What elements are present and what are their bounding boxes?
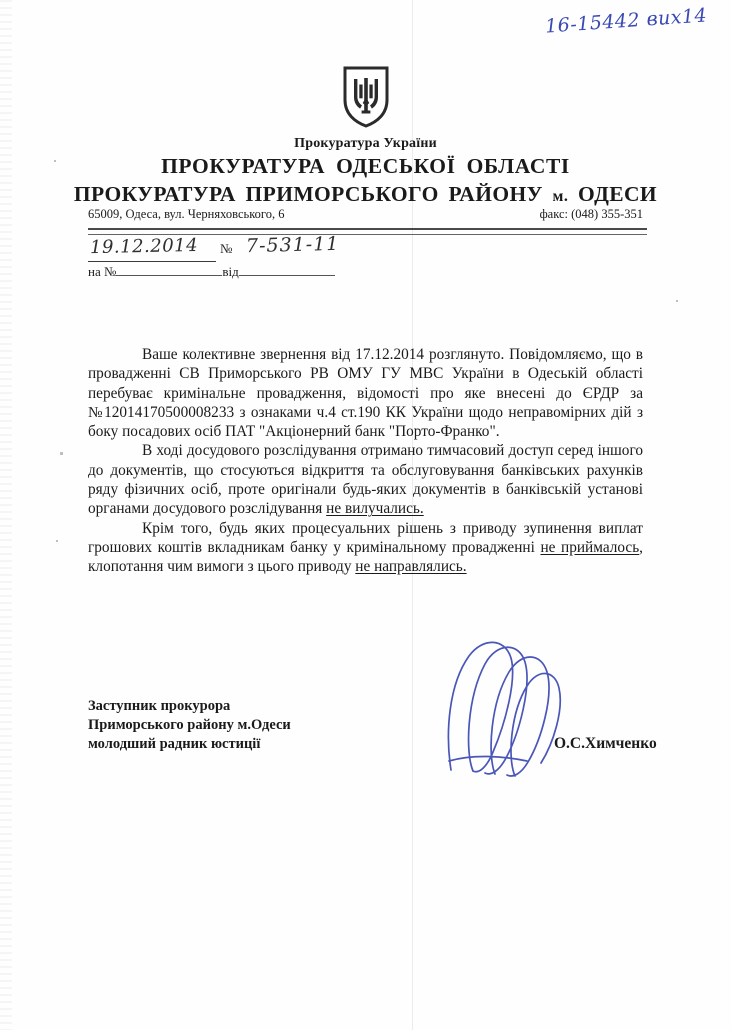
org-name-region: ПРОКУРАТУРА ОДЕСЬКОЇ ОБЛАСТІ: [161, 154, 570, 178]
signatory-title-line-2: Приморського району м.Одеси: [88, 717, 291, 733]
signatory-name: О.С.Химченко: [554, 735, 657, 752]
scan-speck: [56, 540, 58, 542]
org-district-city: ОДЕСИ: [578, 182, 658, 206]
date-underline-rule: [88, 261, 216, 262]
scan-speck: [60, 452, 63, 455]
paragraph-2-emphasis: не вилучались.: [326, 500, 424, 518]
letter-body: [88, 345, 643, 577]
header-divider-rule: [88, 228, 647, 235]
signatory-title-line-3: молодший радник юстиції: [88, 736, 261, 752]
paragraph-3-text-2: , клопотання чим вимоги з цього приводу: [88, 538, 643, 576]
body-paragraph-1: [88, 345, 643, 441]
paragraph-2-text: В ході досудового розслідування отримано тимчасовий доступ серед іншого до документів, що стосуються відкриття та обслуговування банківських рахунків ряду фізичних осіб, проте оригінали будь-яких документів в банківській установі органами досудового розслідування: [88, 442, 643, 518]
office-fax: факс: (048) 355-351: [539, 207, 643, 221]
office-address: 65009, Одеса, вул. Черняховського, 6: [88, 207, 285, 221]
from-label: від: [222, 264, 239, 279]
handwritten-signature: [443, 628, 623, 778]
handwritten-registration-note: 16-15442 вих14: [544, 4, 708, 38]
reply-number-blank: [116, 275, 222, 276]
org-name-district: [0, 182, 731, 207]
reply-date-blank: [239, 275, 335, 276]
paragraph-1-text: Ваше колективне звернення від 17.12.2014 розглянуто. Повідомляємо, що в провадженні СВ Приморського РВ ОМУ ГУ МВС України в Одеській області перебуває кримінальне провадження, відомості про яке внесені до ЄРДР за №12014170500008233 з ознаками ч.4 ст.190 КК України щодо неправомірних дій з боку посадових осіб ПАТ "Акціонерний банк "Порто-Франко".: [88, 346, 643, 441]
scan-speck: [676, 300, 678, 302]
org-district-main: ПРОКУРАТУРА ПРИМОРСЬКОГО РАЙОНУ: [73, 182, 543, 206]
paragraph-3-emphasis-1: не приймалось: [540, 538, 640, 556]
signatory-title: [88, 697, 291, 754]
org-name-small: Прокуратура України: [294, 136, 437, 151]
reply-reference-line: [88, 264, 335, 280]
ukraine-trident-coat-of-arms-icon: [343, 66, 389, 128]
body-paragraph-2: [88, 441, 643, 518]
document-date-handwritten: 19.12.2014: [89, 234, 199, 259]
document-number-label: №: [220, 241, 233, 256]
document-number-handwritten: 7-531-11: [245, 232, 340, 258]
reply-to-label: на №: [88, 264, 117, 279]
org-district-city-prefix: м.: [552, 188, 569, 205]
paragraph-3-text: Крім того, будь яких процесуальних рішень з приводу зупинення виплат грошових коштів вкладникам банку у кримінальному провадженні: [88, 519, 643, 556]
body-paragraph-3: [88, 519, 643, 577]
signatory-title-line-1: Заступник прокурора: [88, 698, 231, 714]
reference-block: [88, 232, 428, 286]
paragraph-3-emphasis-2: не направлялись.: [355, 558, 467, 576]
